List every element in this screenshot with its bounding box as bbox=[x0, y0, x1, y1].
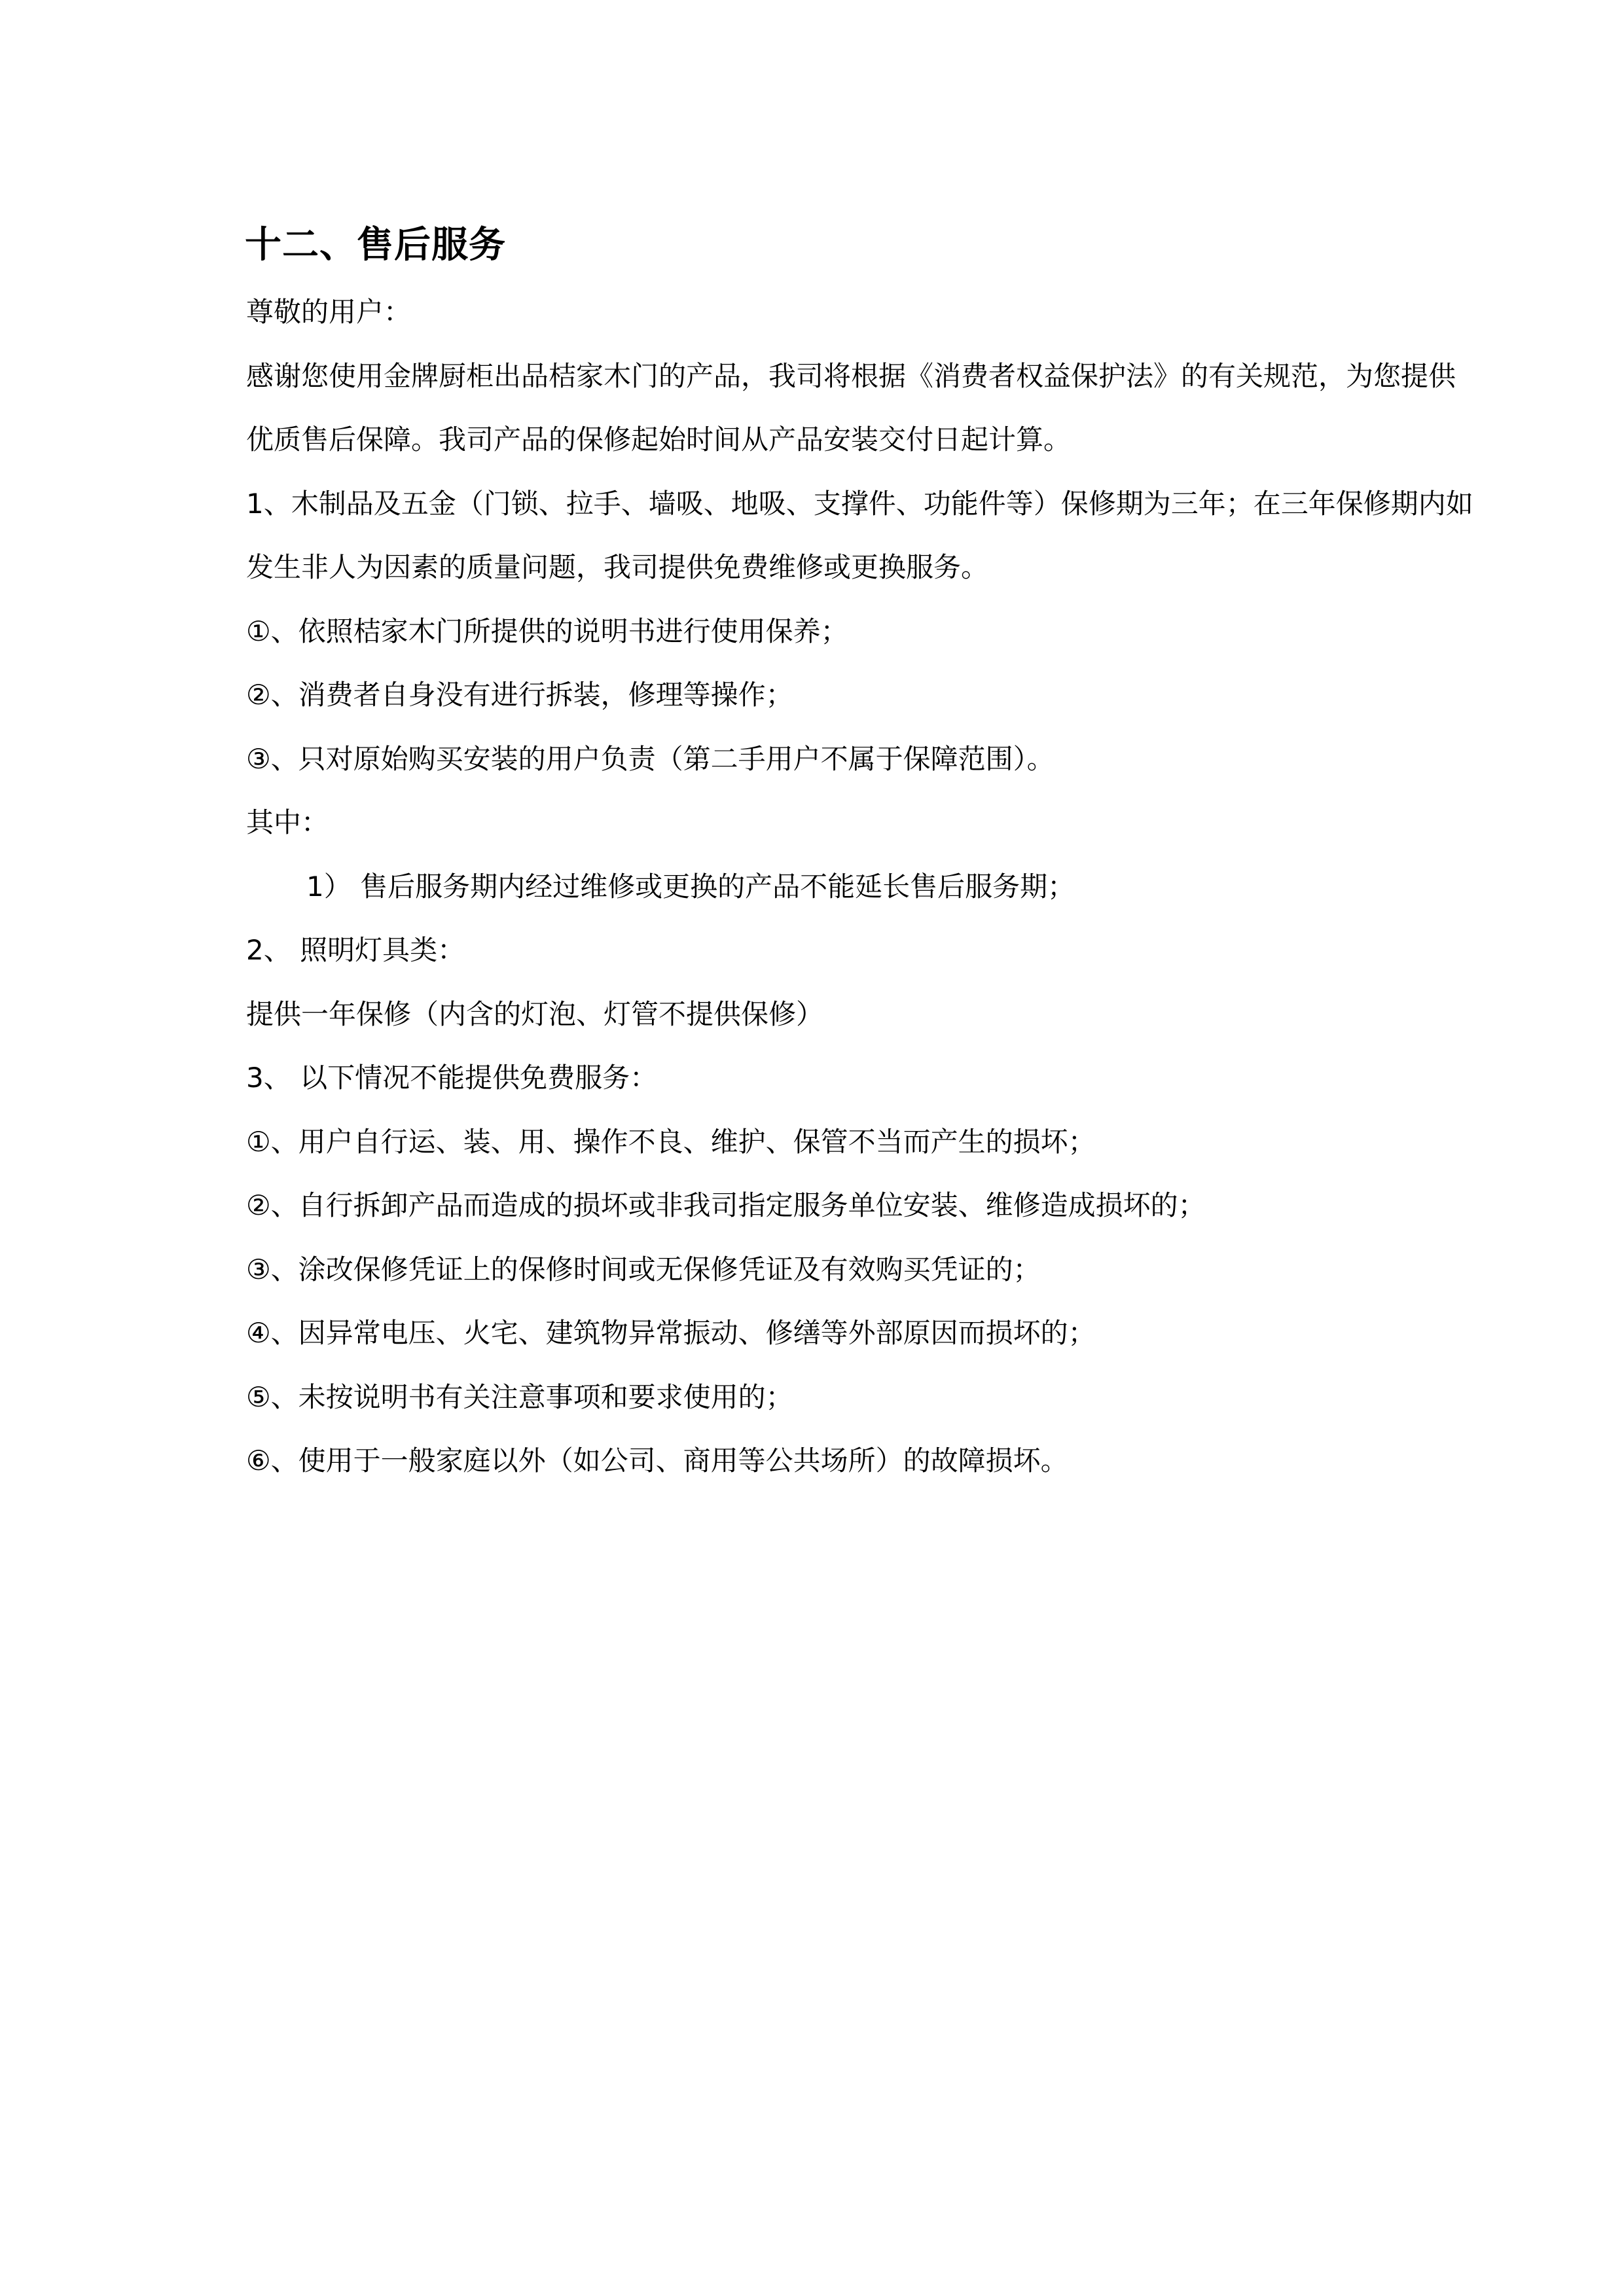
clause-1-line-1: 1、木制品及五金（门锁、拉手、墙吸、地吸、支撑件、功能件等）保修期为三年；在三年保修期内如 bbox=[246, 487, 1473, 520]
clause-3-heading: 3、 以下情况不能提供免费服务： bbox=[246, 1062, 658, 1094]
clause-3-item-2: ②、自行拆卸产品而造成的损坏或非我司指定服务单位安装、维修造成损坏的； bbox=[246, 1189, 1206, 1221]
among-which-label: 其中： bbox=[246, 806, 329, 838]
intro-line-2: 优质售后保障。我司产品的保修起始时间从产品安装交付日起计算。 bbox=[246, 423, 1072, 456]
clause-1-item-2: ②、消费者自身没有进行拆装，修理等操作； bbox=[246, 679, 793, 711]
clause-1-item-1: ①、依照桔家木门所提供的说明书进行使用保养； bbox=[246, 615, 848, 647]
clause-3-item-4: ④、因异常电压、火宅、建筑物异常振动、修缮等外部原因而损坏的； bbox=[246, 1317, 1096, 1349]
salutation-line: 尊敬的用户： bbox=[246, 296, 412, 328]
clause-1-line-2: 发生非人为因素的质量问题，我司提供免费维修或更换服务。 bbox=[246, 551, 989, 583]
section-heading: 十二、售后服务 bbox=[245, 224, 506, 266]
clause-3-item-5: ⑤、未按说明书有关注意事项和要求使用的； bbox=[246, 1380, 793, 1413]
clause-3-item-3: ③、涂改保修凭证上的保修时间或无保修凭证及有效购买凭证的； bbox=[246, 1253, 1041, 1285]
document-body bbox=[246, 280, 1503, 1493]
clause-2-body: 提供一年保修（内含的灯泡、灯管不提供保修） bbox=[246, 997, 824, 1030]
clause-3-item-1: ①、用户自行运、装、用、操作不良、维护、保管不当而产生的损坏； bbox=[246, 1125, 1096, 1158]
clause-3-item-6: ⑥、使用于一般家庭以外（如公司、商用等公共场所）的故障损坏。 bbox=[246, 1444, 1068, 1477]
clause-1-item-3: ③、只对原始购买安装的用户负责（第二手用户不属于保障范围）。 bbox=[246, 742, 1055, 775]
intro-line-1: 感谢您使用金牌厨柜出品桔家木门的产品，我司将根据《消费者权益保护法》的有关规范，为您提供 bbox=[246, 359, 1456, 392]
clause-1-note: 1） 售后服务期内经过维修或更换的产品不能延长售后服务期； bbox=[306, 870, 1075, 903]
clause-2-heading: 2、 照明灯具类： bbox=[246, 934, 465, 966]
